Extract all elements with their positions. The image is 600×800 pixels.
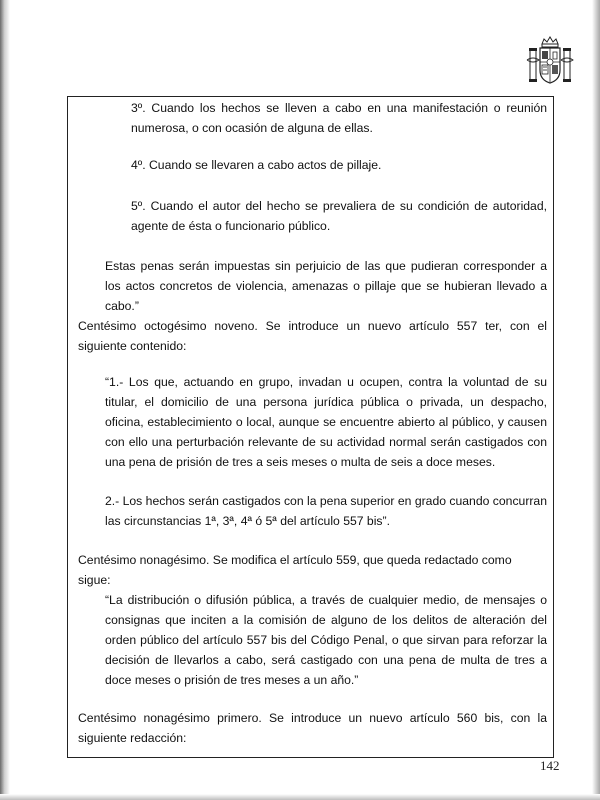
page-edge-shadow-left xyxy=(0,0,10,800)
paragraph-nonagesimo: Centésimo nonagésimo. Se modifica el artículo 559, que queda redactado como sigue: xyxy=(78,553,512,587)
paragraph-item-5: 5º. Cuando el autor del hecho se prevaliera de su condición de autoridad, agente de ésta o funcionario público. xyxy=(131,199,547,233)
page-edge-shadow-bottom xyxy=(0,794,600,800)
paragraph-nonagesimo-primero: Centésimo nonagésimo primero. Se introduce un nuevo artículo 560 bis, con la siguiente redacción: xyxy=(78,711,547,745)
paragraph-item-4: 4º. Cuando se llevaren a cabo actos de pillaje. xyxy=(131,158,382,172)
paragraph-article-557ter-1: “1.- Los que, actuando en grupo, invadan u ocupen, contra la voluntad de su titular, el domicilio de una persona jurídica pública o privada, un despacho, oficina, establecimiento o local, aunque se encuentre abierto al público, y causen con ello una perturbación relevante de su actividad normal serán castigados con una pena de prisión de tres a seis meses o multa de seis a doce meses. xyxy=(105,375,547,469)
paragraph-article-559: “La distribución o difusión pública, a través de cualquier medio, de mensajes o consignas que inciten a la comisión de alguno de los delitos de alteración del orden público del artículo 557 bis del Código Penal, o que sirvan para reforzar la decisión de llevarlos a cabo, será castigado con una pena de multa de tres a doce meses o prisión de tres meses a un año.” xyxy=(105,593,547,687)
paragraph-item-3: 3º. Cuando los hechos se lleven a cabo en una manifestación o reunión numerosa, o con ocasión de alguna de ellas. xyxy=(131,101,547,135)
page-edge-shadow-right xyxy=(592,0,600,800)
page-number: 142 xyxy=(540,758,560,773)
paragraph-octogesimo-noveno: Centésimo octogésimo noveno. Se introduce un nuevo artículo 557 ter, con el siguiente contenido: xyxy=(78,319,547,353)
coat-of-arms-icon xyxy=(526,36,574,86)
paragraph-penas: Estas penas serán impuestas sin perjuicio de las que pudieran corresponder a los actos concretos de violencia, amenazas o pillaje que se hubieran llevado a cabo.” xyxy=(105,259,547,313)
paragraph-article-557ter-2: 2.- Los hechos serán castigados con la pena superior en grado cuando concurran las circunstancias 1ª, 3ª, 4ª ó 5ª del artículo 557 bis”. xyxy=(105,494,547,528)
